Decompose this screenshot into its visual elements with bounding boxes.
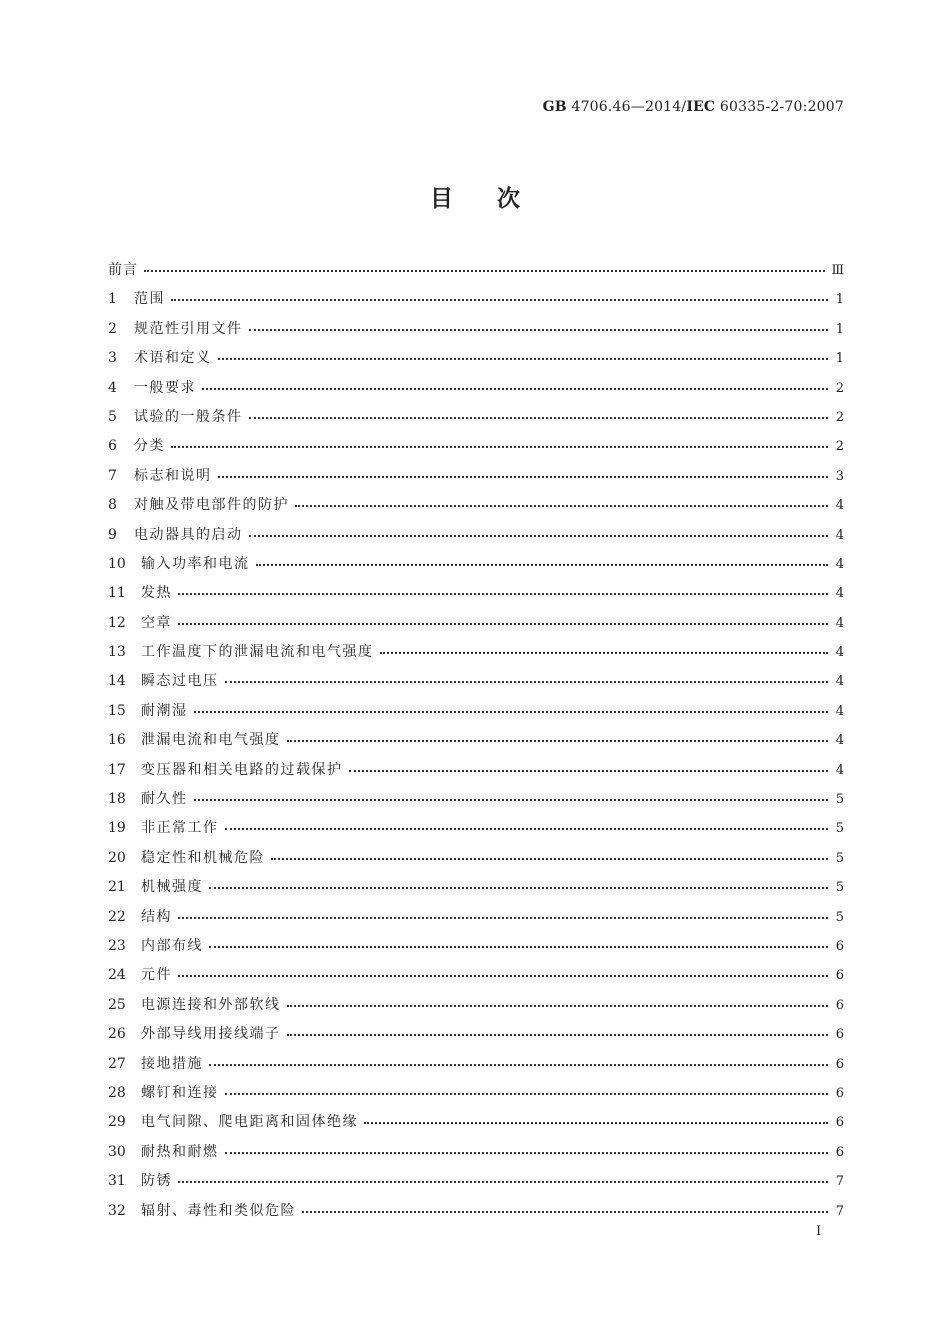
toc-entry[interactable] bbox=[108, 1052, 844, 1081]
toc-entry[interactable] bbox=[108, 611, 844, 640]
toc-entry-page: 6 bbox=[835, 1085, 844, 1101]
toc-entry-label: 空章 bbox=[141, 614, 172, 631]
toc-entry[interactable] bbox=[108, 1169, 844, 1198]
toc-entry-page: 4 bbox=[835, 527, 844, 543]
toc-entry[interactable] bbox=[108, 258, 844, 287]
toc-entry-number: 5 bbox=[108, 408, 117, 425]
toc-entry-page: 3 bbox=[835, 468, 844, 484]
dot-leader bbox=[380, 638, 829, 654]
dot-leader bbox=[225, 814, 829, 830]
dot-leader bbox=[178, 961, 828, 977]
toc-entry-number: 8 bbox=[108, 497, 117, 514]
toc-entry-page: 4 bbox=[835, 498, 844, 514]
dot-leader bbox=[202, 374, 828, 390]
toc-entry-label: 分类 bbox=[134, 438, 165, 455]
toc-entry-number: 10 bbox=[108, 555, 126, 572]
toc-entry-label: 结构 bbox=[141, 908, 172, 925]
dot-leader bbox=[249, 315, 829, 331]
toc-entry-label: 一般要求 bbox=[134, 379, 196, 396]
dot-leader bbox=[249, 521, 829, 537]
toc-entry-number: 2 bbox=[108, 320, 117, 337]
toc-entry-page: Ⅲ bbox=[831, 263, 844, 278]
toc-entry[interactable] bbox=[108, 523, 844, 552]
toc-entry-label: 泄漏电流和电气强度 bbox=[141, 732, 281, 749]
toc-entry[interactable] bbox=[108, 669, 844, 698]
toc-entry-page: 6 bbox=[835, 1115, 844, 1131]
toc-entry-page: 7 bbox=[835, 1174, 844, 1190]
toc-entry-page: 6 bbox=[835, 938, 844, 954]
toc-entry-label: 机械强度 bbox=[141, 879, 203, 896]
toc-entry-number: 22 bbox=[108, 908, 126, 925]
dot-leader bbox=[302, 1197, 828, 1213]
dot-leader bbox=[178, 1167, 828, 1183]
standard-number bbox=[543, 99, 844, 115]
toc-entry-number: 13 bbox=[108, 644, 126, 661]
toc-entry-number: 17 bbox=[108, 761, 126, 778]
toc-entry-page: 1 bbox=[835, 321, 844, 337]
toc-entry-number: 15 bbox=[108, 702, 126, 719]
toc-entry-page: 5 bbox=[835, 821, 844, 837]
toc-entry-label: 输入功率和电流 bbox=[141, 555, 250, 572]
dot-leader bbox=[364, 1108, 828, 1124]
toc-entry[interactable] bbox=[108, 905, 844, 934]
toc-entry-label: 前言 bbox=[108, 262, 138, 278]
toc-entry-label: 电源连接和外部软线 bbox=[141, 996, 281, 1013]
toc-entry-number: 7 bbox=[108, 467, 117, 484]
toc-entry-page: 6 bbox=[835, 997, 844, 1013]
dot-leader bbox=[295, 491, 828, 507]
toc-entry-page: 4 bbox=[835, 586, 844, 602]
toc-entry-label: 外部导线用接线端子 bbox=[141, 1026, 281, 1043]
toc-entry-page: 4 bbox=[835, 615, 844, 631]
toc-entry-number: 11 bbox=[108, 585, 126, 602]
toc-entry[interactable] bbox=[108, 963, 844, 992]
toc-entry-page: 5 bbox=[835, 850, 844, 866]
dot-leader bbox=[249, 403, 829, 419]
dot-leader bbox=[144, 256, 825, 272]
toc-entry-number: 29 bbox=[108, 1114, 126, 1131]
toc-entry-number: 1 bbox=[108, 291, 117, 308]
toc-entry-label: 螺钉和连接 bbox=[141, 1084, 219, 1101]
toc-entry-label: 电动器具的启动 bbox=[134, 526, 243, 543]
toc-entry-number: 20 bbox=[108, 849, 126, 866]
dot-leader bbox=[287, 726, 829, 742]
toc-entry[interactable] bbox=[108, 552, 844, 581]
toc-entry-page: 5 bbox=[835, 880, 844, 896]
toc-entry[interactable] bbox=[108, 728, 844, 757]
toc-entry-page: 4 bbox=[835, 762, 844, 778]
toc-entry[interactable] bbox=[108, 493, 844, 522]
dot-leader bbox=[225, 1079, 829, 1095]
toc-entry-page: 2 bbox=[835, 380, 844, 396]
toc-entry-page: 2 bbox=[835, 439, 844, 455]
dot-leader bbox=[256, 550, 829, 566]
toc-entry[interactable] bbox=[108, 287, 844, 316]
toc-entry-page: 6 bbox=[835, 968, 844, 984]
toc-entry-label: 电气间隙、爬电距离和固体绝缘 bbox=[141, 1114, 358, 1131]
dot-leader bbox=[171, 285, 828, 301]
toc-entry[interactable] bbox=[108, 699, 844, 728]
toc-entry-label: 接地措施 bbox=[141, 1055, 203, 1072]
toc-entry-number: 32 bbox=[108, 1202, 126, 1219]
dot-leader bbox=[178, 609, 828, 625]
dot-leader bbox=[271, 844, 828, 860]
toc-entry[interactable] bbox=[108, 846, 844, 875]
toc-entry-label: 防锈 bbox=[141, 1173, 172, 1190]
toc-entry-label: 辐射、毒性和类似危险 bbox=[141, 1202, 296, 1219]
toc-entry-page: 6 bbox=[835, 1056, 844, 1072]
toc-entry-page: 1 bbox=[835, 351, 844, 367]
toc-entry-label: 对触及带电部件的防护 bbox=[134, 497, 289, 514]
toc-entry[interactable] bbox=[108, 1081, 844, 1110]
toc-entry[interactable] bbox=[108, 993, 844, 1022]
toc-entry-number: 23 bbox=[108, 937, 126, 954]
page-number: Ⅰ bbox=[816, 1224, 822, 1239]
toc-entry-label: 瞬态过电压 bbox=[141, 673, 219, 690]
toc-entry-page: 6 bbox=[835, 1144, 844, 1160]
toc-entry[interactable] bbox=[108, 346, 844, 375]
toc-entry-number: 18 bbox=[108, 791, 126, 808]
toc-entry-label: 内部布线 bbox=[141, 937, 203, 954]
toc-entry-page: 4 bbox=[835, 733, 844, 749]
iec-number: 60335-2-70:2007 bbox=[715, 99, 844, 115]
toc-entry-number: 16 bbox=[108, 732, 126, 749]
dot-leader bbox=[218, 344, 829, 360]
toc-entry[interactable] bbox=[108, 1140, 844, 1169]
toc-entry-label: 工作温度下的泄漏电流和电气强度 bbox=[141, 644, 374, 661]
dot-leader bbox=[349, 756, 829, 772]
dot-leader bbox=[225, 1138, 829, 1154]
dot-leader bbox=[209, 1050, 828, 1066]
dot-leader bbox=[218, 462, 829, 478]
toc-entry-number: 12 bbox=[108, 614, 126, 631]
toc-entry-label: 发热 bbox=[141, 585, 172, 602]
iec-prefix: IEC bbox=[686, 99, 716, 115]
toc-entry-number: 21 bbox=[108, 879, 126, 896]
gb-number: 4706.46—2014/ bbox=[566, 99, 687, 115]
toc-entry[interactable] bbox=[108, 640, 844, 669]
dot-leader bbox=[194, 785, 829, 801]
toc-entry-number: 26 bbox=[108, 1026, 126, 1043]
toc-entry-page: 4 bbox=[835, 645, 844, 661]
dot-leader bbox=[178, 903, 828, 919]
toc-entry[interactable] bbox=[108, 405, 844, 434]
toc-entry-number: 31 bbox=[108, 1173, 126, 1190]
toc-entry-label: 稳定性和机械危险 bbox=[141, 849, 265, 866]
toc-entry-number: 4 bbox=[108, 379, 117, 396]
page-title: 目次 bbox=[430, 186, 564, 212]
toc-entry-page: 4 bbox=[835, 674, 844, 690]
toc-entry[interactable] bbox=[108, 376, 844, 405]
toc-entry-label: 变压器和相关电路的过载保护 bbox=[141, 761, 343, 778]
toc-entry-label: 试验的一般条件 bbox=[134, 408, 243, 425]
dot-leader bbox=[209, 932, 828, 948]
toc-entry-label: 非正常工作 bbox=[141, 820, 219, 837]
toc-entry-page: 2 bbox=[835, 409, 844, 425]
toc-entry[interactable] bbox=[108, 816, 844, 845]
toc-entry-number: 3 bbox=[108, 350, 117, 367]
gb-prefix: GB bbox=[542, 99, 567, 115]
toc-entry-label: 范围 bbox=[134, 291, 165, 308]
toc-entry-label: 元件 bbox=[141, 967, 172, 984]
toc-entry-label: 耐潮湿 bbox=[141, 702, 188, 719]
dot-leader bbox=[194, 697, 829, 713]
toc-entry-page: 4 bbox=[835, 703, 844, 719]
toc-entry-page: 6 bbox=[835, 1027, 844, 1043]
toc-entry-label: 耐热和耐燃 bbox=[141, 1143, 219, 1160]
toc-entry-number: 27 bbox=[108, 1055, 126, 1072]
toc-entry-label: 标志和说明 bbox=[134, 467, 212, 484]
dot-leader bbox=[287, 1020, 829, 1036]
dot-leader bbox=[225, 667, 829, 683]
toc-entry-label: 规范性引用文件 bbox=[134, 320, 243, 337]
toc-entry-number: 6 bbox=[108, 438, 117, 455]
toc-entry-number: 30 bbox=[108, 1143, 126, 1160]
dot-leader bbox=[209, 873, 828, 889]
toc-entry-page: 5 bbox=[835, 792, 844, 808]
toc-entry-number: 25 bbox=[108, 996, 126, 1013]
toc-entry[interactable] bbox=[108, 758, 844, 787]
toc-entry-number: 28 bbox=[108, 1084, 126, 1101]
dot-leader bbox=[287, 991, 829, 1007]
toc-entry-page: 4 bbox=[835, 556, 844, 572]
toc-entry-number: 24 bbox=[108, 967, 126, 984]
toc-entry-number: 19 bbox=[108, 820, 126, 837]
toc-entry[interactable] bbox=[108, 434, 844, 463]
toc-entry-number: 14 bbox=[108, 673, 126, 690]
toc-entry[interactable] bbox=[108, 464, 844, 493]
toc-entry-label: 术语和定义 bbox=[134, 350, 212, 367]
toc-entry-page: 5 bbox=[835, 909, 844, 925]
dot-leader bbox=[178, 579, 828, 595]
toc-entry[interactable] bbox=[108, 1199, 844, 1228]
toc-entry-label: 耐久性 bbox=[141, 791, 188, 808]
toc-entry[interactable] bbox=[108, 317, 844, 346]
toc-entry[interactable] bbox=[108, 1110, 844, 1139]
table-of-contents bbox=[108, 258, 844, 1228]
toc-entry[interactable] bbox=[108, 581, 844, 610]
toc-entry[interactable] bbox=[108, 934, 844, 963]
toc-entry-page: 1 bbox=[835, 292, 844, 308]
dot-leader bbox=[171, 432, 828, 448]
toc-entry[interactable] bbox=[108, 875, 844, 904]
toc-entry[interactable] bbox=[108, 1022, 844, 1051]
toc-entry-number: 9 bbox=[108, 526, 117, 543]
toc-entry[interactable] bbox=[108, 787, 844, 816]
toc-entry-page: 7 bbox=[835, 1203, 844, 1219]
